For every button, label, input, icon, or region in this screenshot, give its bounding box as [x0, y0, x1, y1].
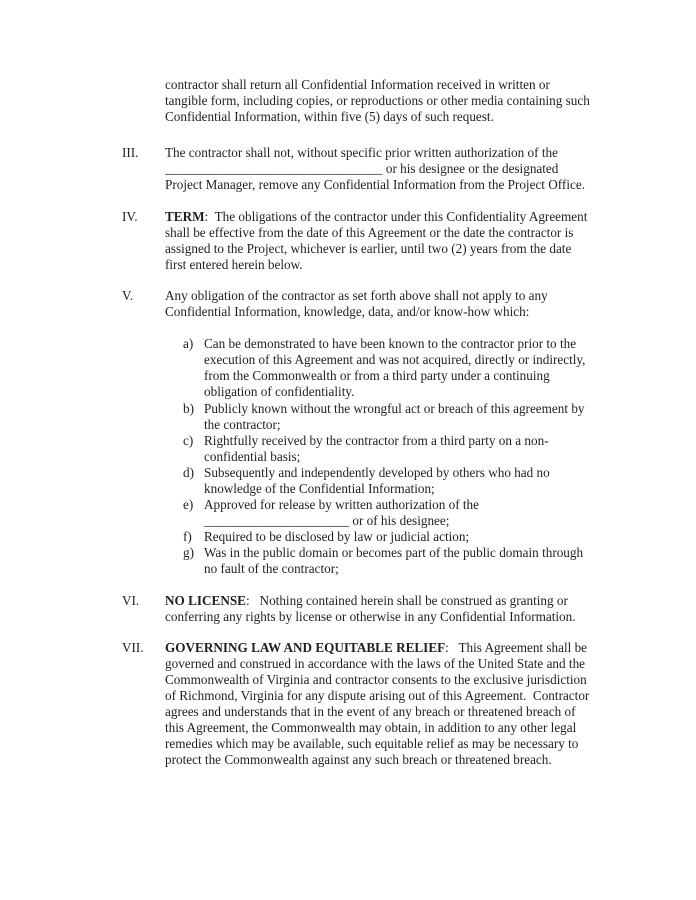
section-vi [122, 593, 596, 625]
list-item [183, 529, 595, 545]
section-body [165, 145, 595, 193]
section-heading: NO LICENSE [165, 592, 246, 608]
section-marker: VII. [122, 639, 144, 655]
list-item-text: Required to be disclosed by law or judicial action; [204, 529, 470, 545]
list-item-text: Can be demonstrated to have been known to the contractor prior to the execution of this Agreement and was not acquired, directly or indirectly, from the Commonwealth or from a third party under a continuing obligation of confidentiality. [204, 336, 589, 400]
list-item-text: Publicly known without the wrongful act or breach of this agreement by the contractor; [204, 400, 588, 432]
section-iv [122, 209, 596, 273]
list-item-label: d) [183, 464, 194, 480]
list-item [183, 497, 595, 529]
list-item-label: c) [183, 432, 194, 448]
section-v [122, 288, 596, 578]
section-body [165, 593, 595, 625]
paragraph-rest: : Nothing contained herein shall be construed as granting or conferring any rights by license or otherwise in any Confidential Information. [165, 592, 576, 624]
list-item-text: Subsequently and independently developed by others who had no knowledge of the Confidential Information; [204, 464, 554, 496]
paragraph-text: Any obligation of the contractor as set forth above shall not apply to any Confidential Information, knowledge, data, and/or know-how which: [165, 287, 552, 320]
list-item-text: Approved for release by written authorization of the ______________________ or of his designee; [204, 497, 483, 529]
exceptions-list [165, 336, 595, 577]
paragraph-text: contractor shall return all Confidential Information received in written or tangible form, including copies, or reproductions or other media containing such Confidential Information, within five (5) days of such request. [165, 77, 594, 125]
list-item [183, 545, 595, 577]
section-body [165, 288, 595, 578]
paragraph-text [165, 640, 595, 769]
section-marker: IV. [122, 208, 138, 224]
paragraph-rest: : The obligations of the contractor under this Confidentiality Agreement shall be effective from the date of this Agreement or the date the contractor is assigned to the Project, whichever is earlier, until two (2) years from the date first entered herein below. [165, 208, 591, 272]
section-marker: V. [122, 287, 134, 303]
list-item-label: g) [183, 545, 194, 561]
list-item-text: Was in the public domain or becomes part of the public domain through no fault of the contractor; [204, 545, 587, 577]
paragraph-text [165, 209, 595, 273]
section-body [165, 77, 595, 125]
list-item-label: f) [183, 529, 192, 545]
section-continuation [122, 77, 596, 125]
section-heading: TERM [165, 208, 205, 224]
list-item [183, 401, 595, 433]
list-item [183, 433, 595, 465]
list-item-text: Rightfully received by the contractor from a third party on a non-confidential basis; [204, 432, 549, 464]
paragraph-text [165, 593, 595, 625]
paragraph-text: The contractor shall not, without specific prior written authorization of the _________________________________ or his designee or the designated Project Manager, remove any Confidential Information from the Project Office. [165, 145, 585, 193]
section-body [165, 209, 595, 273]
document-content [122, 77, 596, 783]
section-iii [122, 145, 596, 193]
paragraph-rest: : This Agreement shall be governed and construed in accordance with the laws of the United State and the Commonwealth of Virginia and contractor consents to the exclusive jurisdiction of Richmond, Virginia for any dispute arising out of this Agreement. Contractor agrees and understands that in the event of any breach or threatened breach of this Agreement, the Commonwealth may obtain, in addition to any other legal remedies which may be available, such equitable relief as may be necessary to protect the Commonwealth against any such breach or threatened breach. [165, 639, 593, 768]
list-item-label: a) [183, 336, 194, 352]
list-item-label: e) [183, 497, 194, 513]
section-marker: III. [122, 145, 139, 161]
list-item [183, 336, 595, 400]
section-marker: VI. [122, 592, 140, 608]
section-body [165, 640, 595, 769]
section-heading: GOVERNING LAW AND EQUITABLE RELIEF [165, 639, 446, 655]
list-item-label: b) [183, 400, 194, 416]
section-vii [122, 640, 596, 769]
list-item [183, 465, 595, 497]
